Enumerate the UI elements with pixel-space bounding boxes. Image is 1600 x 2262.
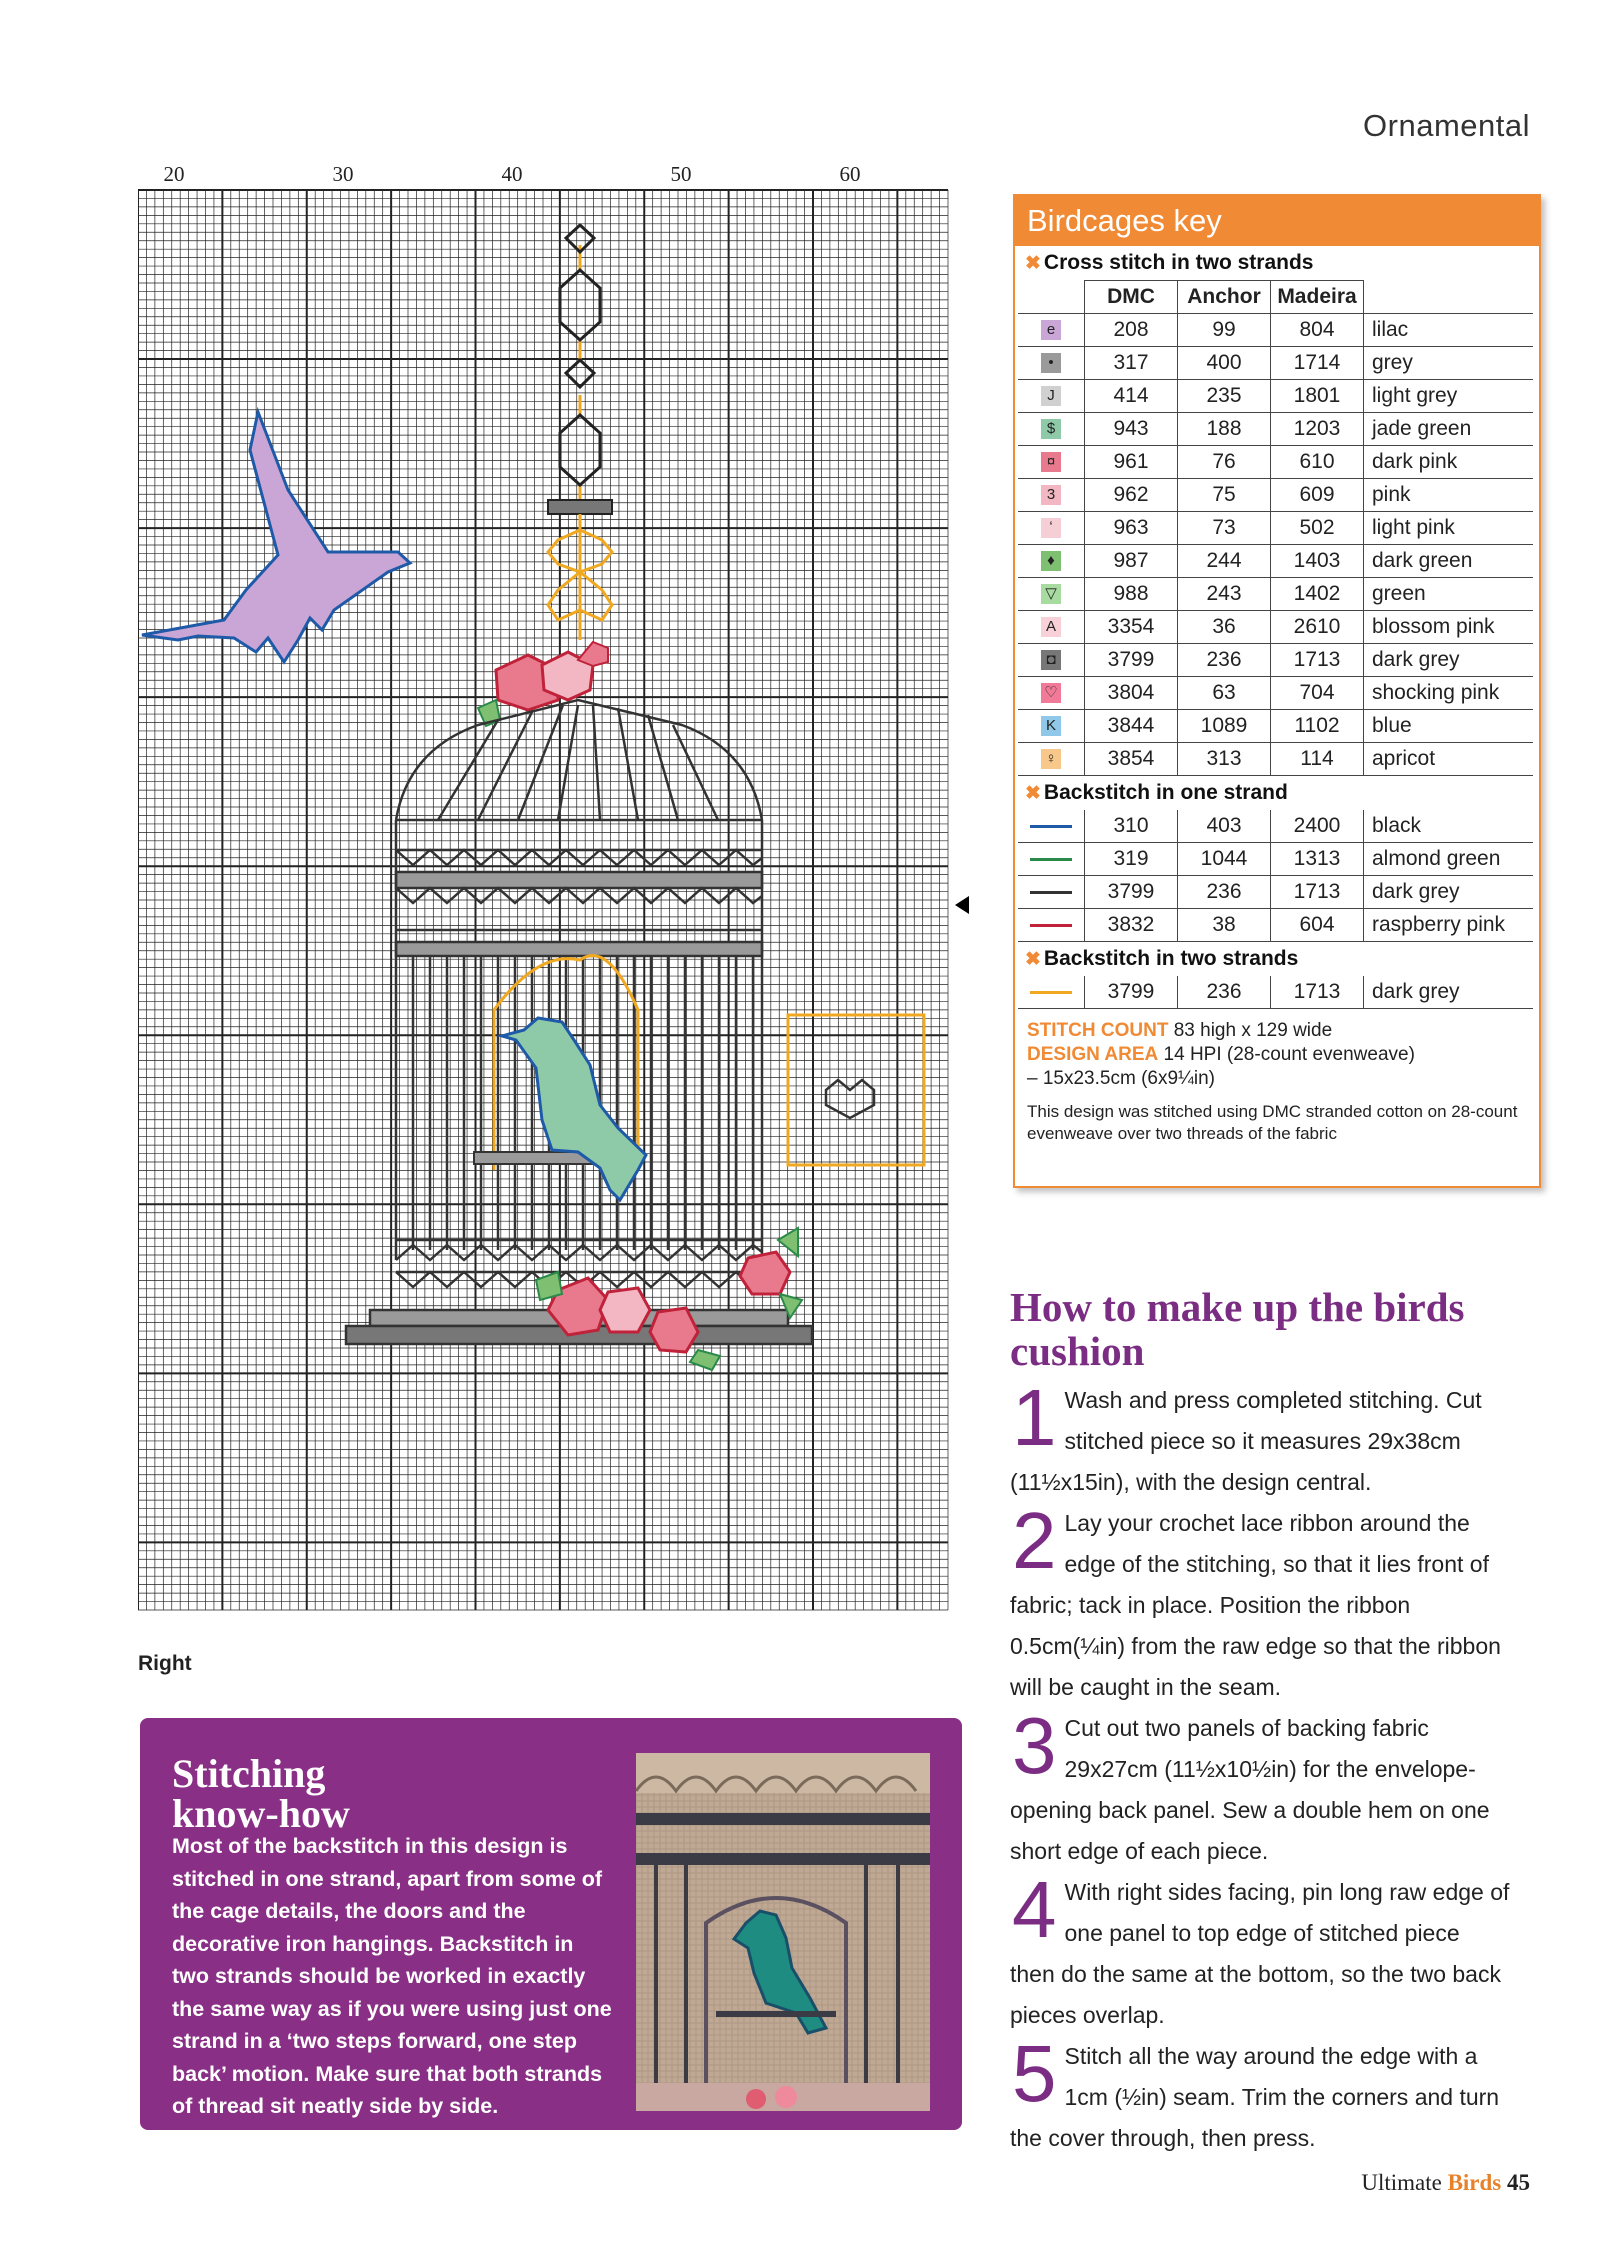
step-text: With right sides facing, pin long raw edge of one panel to top edge of stitched piece then do the same at the bottom, so the two back pieces overlap. <box>1010 1879 1510 2028</box>
key-row: A 3354 36 2610 blossom pink <box>1018 611 1533 644</box>
thread-symbol-icon: 3 <box>1041 485 1061 505</box>
backstitch-line-icon <box>1030 891 1072 894</box>
key-heading-back1: ✖ Backstitch in one strand <box>1025 781 1288 804</box>
thread-symbol-icon: J <box>1041 386 1061 406</box>
key-note: This design was stitched using DMC stranded cotton on 28-count evenweave over two threads of the fabric <box>1027 1102 1518 1143</box>
thread-symbol-icon: ¤ <box>1041 452 1061 472</box>
how-to-steps <box>1010 1373 1510 2159</box>
how-to-step <box>1010 1865 1510 2036</box>
key-row: K 3844 1089 1102 blue <box>1018 710 1533 743</box>
key-row: ¤ 961 76 610 dark pink <box>1018 446 1533 479</box>
how-to-title: How to make up the birds cushion <box>1010 1284 1465 1374</box>
cross-stitch-chart <box>138 160 958 1640</box>
chart-grid <box>138 190 948 1610</box>
axis-number: 30 <box>332 162 354 186</box>
thread-symbol-icon: K <box>1041 716 1061 736</box>
thread-symbol-icon: A <box>1041 617 1061 637</box>
step-text: Stitch all the way around the edge with a 1cm (½in) seam. Trim the corners and turn the cover through, then press. <box>1010 2043 1500 2151</box>
step-text: Lay your crochet lace ribbon around the edge of the stitching, so that it lies front of fabric; tack in place. Position the ribbon 0.5cm(¼in) from the raw edge so that the ribbon will be caught in the seam. <box>1010 1510 1501 1700</box>
step-number: 2 <box>1012 1496 1057 1585</box>
key-row: 3832 38 604 raspberry pink <box>1018 909 1533 942</box>
caged-bird-motif <box>502 1018 646 1200</box>
key-row: ♦ 987 244 1403 dark green <box>1018 545 1533 578</box>
key-row: ◘ 3799 236 1713 dark grey <box>1018 644 1533 677</box>
know-how-title: Stitching know-how <box>172 1751 350 1836</box>
col-madeira: Madeira <box>1271 281 1364 314</box>
key-row: 319 1044 1313 almond green <box>1018 843 1533 876</box>
key-row: 3 962 75 609 pink <box>1018 479 1533 512</box>
axis-number: 60 <box>839 162 861 186</box>
thread-symbol-icon: ʻ <box>1041 518 1061 538</box>
key-row: ♀ 3854 313 114 apricot <box>1018 743 1533 776</box>
page-folio: Ultimate Birds 45 <box>1361 2170 1530 2195</box>
thread-symbol-icon: ♀ <box>1041 749 1061 769</box>
know-how-body: Most of the backstitch in this design is stitched in one strand, apart from some of the cage details, the doors and the decorative iron hangings. Backstitch in two strands should be worked in exactly the same way as if you were using just one strand in a ‘two steps forward, one step back’ motion. Make sure that both strands of thread sit neatly side by side. <box>172 1834 612 2118</box>
cross-stitch-table <box>1018 280 1533 776</box>
key-heading-back2: ✖ Backstitch in two strands <box>1025 947 1299 970</box>
backstitch-line-icon <box>1030 858 1072 861</box>
step-number: 5 <box>1012 2029 1057 2118</box>
backstitch-two-table <box>1018 976 1533 1009</box>
how-to-step <box>1010 2029 1510 2159</box>
thread-symbol-icon: ▽ <box>1041 584 1061 604</box>
col-anchor: Anchor <box>1178 281 1271 314</box>
thread-symbol-icon: e <box>1041 320 1061 340</box>
key-row: 3799 236 1713 dark grey <box>1018 976 1533 1009</box>
table-header <box>1018 281 1533 314</box>
cross-icon: ✖ <box>1025 253 1041 274</box>
birdcages-key <box>1013 194 1541 1188</box>
key-row: 3799 236 1713 dark grey <box>1018 876 1533 909</box>
center-marker-arrow <box>955 896 969 914</box>
key-row: 310 403 2400 black <box>1018 810 1533 843</box>
thread-symbol-icon: ♦ <box>1041 551 1061 571</box>
axis-number: 50 <box>670 162 692 186</box>
step-number: 1 <box>1012 1373 1057 1462</box>
step-text: Wash and press completed stitching. Cut stitched piece so it measures 29x38cm (11½x15in), with the design central. <box>1010 1387 1482 1495</box>
key-row: ʻ 963 73 502 light pink <box>1018 512 1533 545</box>
step-number: 4 <box>1012 1865 1057 1954</box>
section-label: Ornamental <box>1363 108 1530 143</box>
cross-icon: ✖ <box>1025 949 1041 970</box>
stitched-birdcage-photo <box>636 1753 930 2111</box>
step-text: Cut out two panels of backing fabric 29x27cm (11½x10½in) for the envelope-opening back panel. Sew a double hem on one short edge of each piece. <box>1010 1715 1490 1864</box>
thread-symbol-icon: ◘ <box>1041 650 1061 670</box>
how-to-step <box>1010 1373 1510 1503</box>
key-title: Birdcages key <box>1015 196 1539 246</box>
chart-graphic <box>138 160 958 1640</box>
backstitch-one-table <box>1018 810 1533 942</box>
how-to-step <box>1010 1496 1510 1708</box>
key-row: ♡ 3804 63 704 shocking pink <box>1018 677 1533 710</box>
chart-caption: Right <box>138 1652 192 1675</box>
col-dmc: DMC <box>1085 281 1178 314</box>
key-row: ▽ 988 243 1402 green <box>1018 578 1533 611</box>
axis-number: 20 <box>163 162 185 186</box>
thread-symbol-icon: $ <box>1041 419 1061 439</box>
step-number: 3 <box>1012 1701 1057 1790</box>
flying-bird-motif <box>142 412 410 662</box>
birdcage-motif <box>346 700 812 1344</box>
backstitch-line-icon <box>1030 924 1072 927</box>
key-row: $ 943 188 1203 jade green <box>1018 413 1533 446</box>
how-to-step <box>1010 1701 1510 1872</box>
thread-symbol-icon: ♡ <box>1041 683 1061 703</box>
key-row: J 414 235 1801 light grey <box>1018 380 1533 413</box>
key-row: • 317 400 1714 grey <box>1018 347 1533 380</box>
axis-number: 40 <box>501 162 523 186</box>
thread-symbol-icon: • <box>1041 353 1061 373</box>
key-row: e 208 99 804 lilac <box>1018 314 1533 347</box>
backstitch-line-icon <box>1030 991 1072 994</box>
key-heading-cross: ✖ Cross stitch in two strands <box>1025 251 1314 274</box>
cross-icon: ✖ <box>1025 783 1041 804</box>
key-footer: STITCH COUNT 83 high x 129 wide DESIGN AREA 14 HPI (28-count evenweave) – 15x23.5cm (6x9¼in) This design was stitched using DMC stranded cotton on 28-count evenweave over two threads of the fabric <box>1015 1009 1539 1145</box>
backstitch-line-icon <box>1030 825 1072 828</box>
stitching-know-how-box <box>140 1718 962 2130</box>
